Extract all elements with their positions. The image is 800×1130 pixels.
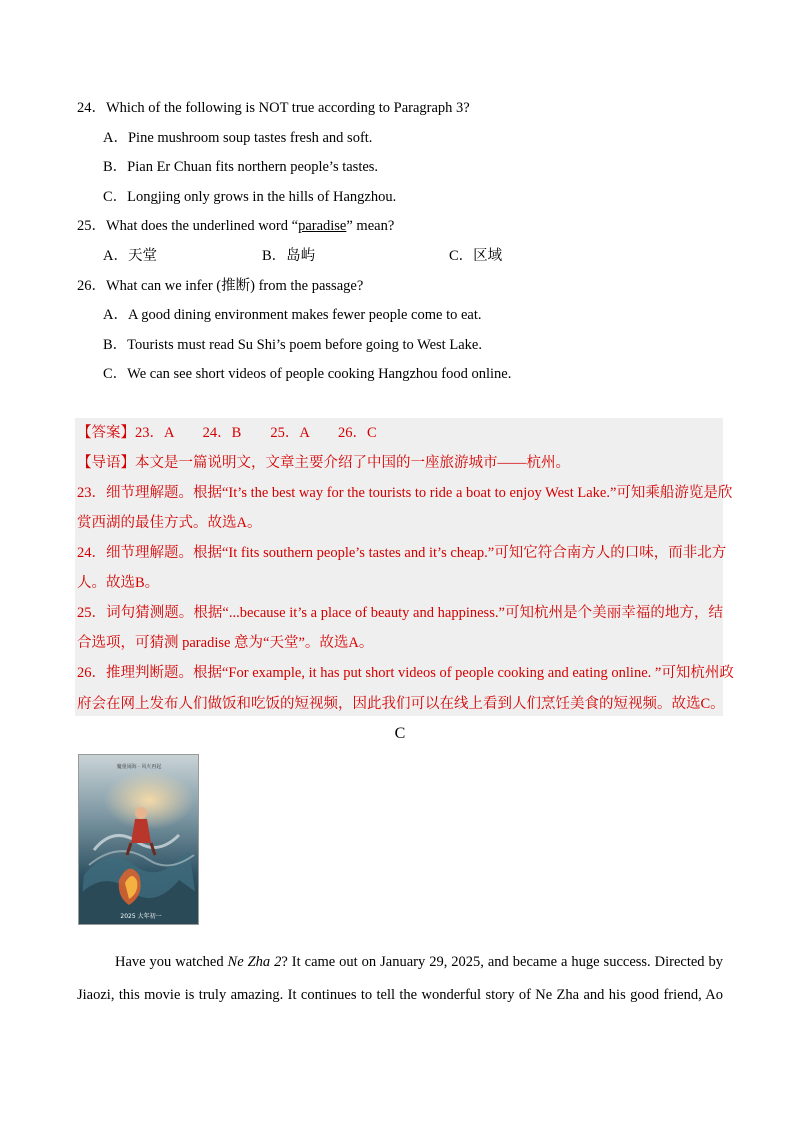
question-text: Which of the following is NOT true according to Paragraph 3? [106,100,470,116]
movie-poster-image [78,754,199,925]
question-number: 26． [77,278,106,294]
underlined-word: paradise [298,218,347,234]
passage-text: ? It came out on January 29, 2025, and became a huge success. Directed by [281,954,724,970]
explanation-23-line1: 23．细节理解题。根据“It’s the best way for the tourists to ride a boat to enjoy West Lake.”可知乘船游览是欣 [77,485,733,501]
question-text-after: ” mean? [346,218,395,234]
answer-guide: 【导语】本文是一篇说明文，文章主要介绍了中国的一座旅游城市——杭州。 [77,455,570,471]
poster-artwork [79,755,199,925]
explanation-25-line2: 合选项，可猜测 paradise 意为“天堂”。故选A。 [77,635,374,651]
question-25 [77,216,394,236]
passage-line-1 [77,952,723,972]
movie-title: Ne Zha 2 [227,954,282,970]
option-25-b: B．岛屿 [262,248,316,264]
explanation-24-line1: 24．细节理解题。根据“It fits southern people’s tastes and it’s cheap.”可知它符合南方人的口味，而非北方 [77,545,727,561]
section-title: C [394,725,406,742]
explanation-25-line1: 25．词句猜测题。根据“...because it’s a place of beauty and happiness.”可知杭州是个美丽幸福的地方，结 [77,605,723,621]
option-24-b: B．Pian Er Chuan fits northern people’s tastes. [103,159,379,175]
option-25-c: C．区域 [449,248,503,264]
poster-top-text: 魔童闹海 · 风火再起 [116,764,162,770]
explanation-26-line2: 府会在网上发布人们做饭和吃饭的短视频，因此我们可以在线上看到人们烹饪美食的短视频。故选C。 [77,696,725,712]
question-24 [77,98,470,118]
question-text-before: What does the underlined word “ [106,218,299,234]
option-26-b: B．Tourists must read Su Shi’s poem before going to West Lake. [103,337,482,353]
explanation-23-line2: 赏西湖的最佳方式。故选A。 [77,515,262,531]
question-number: 25． [77,218,106,234]
explanation-24-line2: 人。故选B。 [77,575,160,591]
question-number: 24． [77,100,106,116]
passage-line-2: Jiaozi, this movie is truly amazing. It continues to tell the wonderful story of Ne Zha and his good friend, Ao [77,987,723,1003]
option-24-c: C．Longjing only grows in the hills of Hangzhou. [103,189,397,205]
option-25-a: A．天堂 [103,248,157,264]
question-text: What can we infer (推断) from the passage? [106,278,364,294]
option-24-a: A．Pine mushroom soup tastes fresh and soft. [103,130,373,146]
answer-key: 【答案】23．A 24．B 25．A 26．C [77,425,377,441]
option-26-a: A．A good dining environment makes fewer people come to eat. [103,307,482,323]
question-26 [77,276,363,296]
poster-bottom-text: 2025 大年初一 [120,913,162,920]
explanation-26-line1: 26．推理判断题。根据“For example, it has put short videos of people cooking and eating online. ”可知杭州政 [77,665,734,681]
option-26-c: C．We can see short videos of people cooking Hangzhou food online. [103,366,512,382]
passage-text: Have you watched [115,954,228,970]
